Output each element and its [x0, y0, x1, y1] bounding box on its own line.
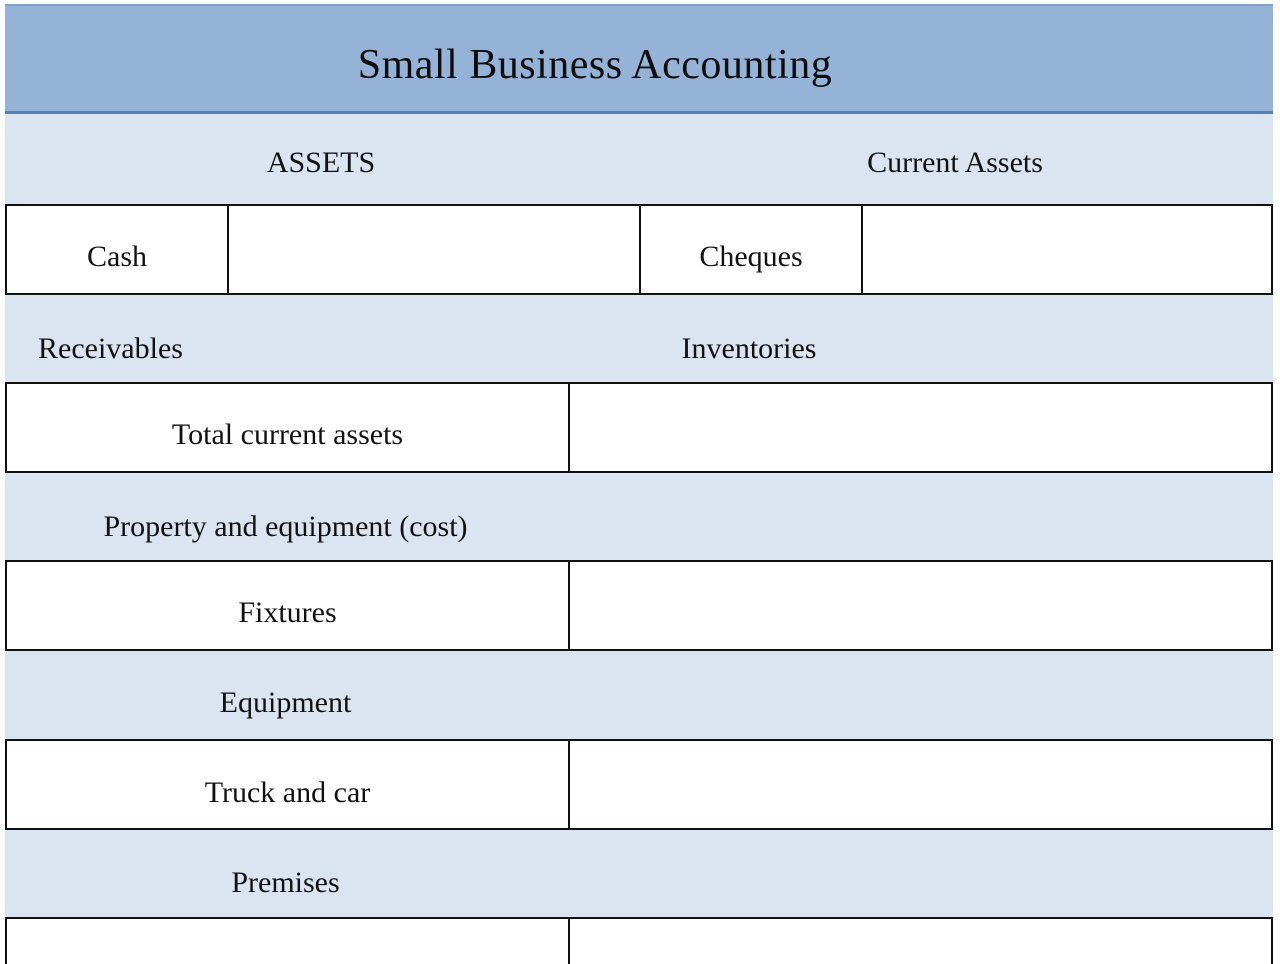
property-equipment-band: [5, 473, 1273, 560]
bottom-row-input-cell[interactable]: [570, 919, 1271, 964]
fixtures-input-cell[interactable]: [570, 562, 1271, 649]
bottom-row: [5, 917, 1273, 964]
property-equipment-label: Property and equipment (cost): [103, 510, 468, 543]
fixtures-label: Fixtures: [238, 596, 337, 629]
receivables-inventories-band: [5, 295, 1273, 382]
receivables-label: Receivables: [38, 332, 183, 365]
title-bar: [5, 4, 1273, 114]
fixtures-row: [5, 560, 1273, 651]
total-current-assets-label: Total current assets: [171, 418, 404, 451]
cash-label: Cash: [87, 240, 147, 273]
truck-and-car-input-cell[interactable]: [570, 741, 1271, 828]
current-assets-heading: Current Assets: [867, 146, 1043, 179]
total-current-assets-input-cell[interactable]: [570, 384, 1271, 471]
cheques-input-cell[interactable]: [863, 206, 1271, 293]
total-current-assets-row: [5, 382, 1273, 473]
premises-label: Premises: [231, 866, 340, 899]
truck-and-car-label: Truck and car: [204, 776, 371, 809]
cash-input-cell[interactable]: [229, 206, 639, 293]
inventories-label: Inventories: [681, 332, 817, 365]
assets-header-band: [5, 114, 1273, 204]
equipment-band: [5, 651, 1273, 739]
cheques-label: Cheques: [699, 240, 803, 273]
cash-cheques-row: [5, 204, 1273, 295]
form-title: Small Business Accounting: [357, 42, 833, 88]
accounting-form: [5, 4, 1273, 964]
premises-band: [5, 830, 1273, 917]
assets-heading: ASSETS: [266, 146, 376, 179]
equipment-label: Equipment: [219, 686, 352, 719]
truck-and-car-row: [5, 739, 1273, 830]
